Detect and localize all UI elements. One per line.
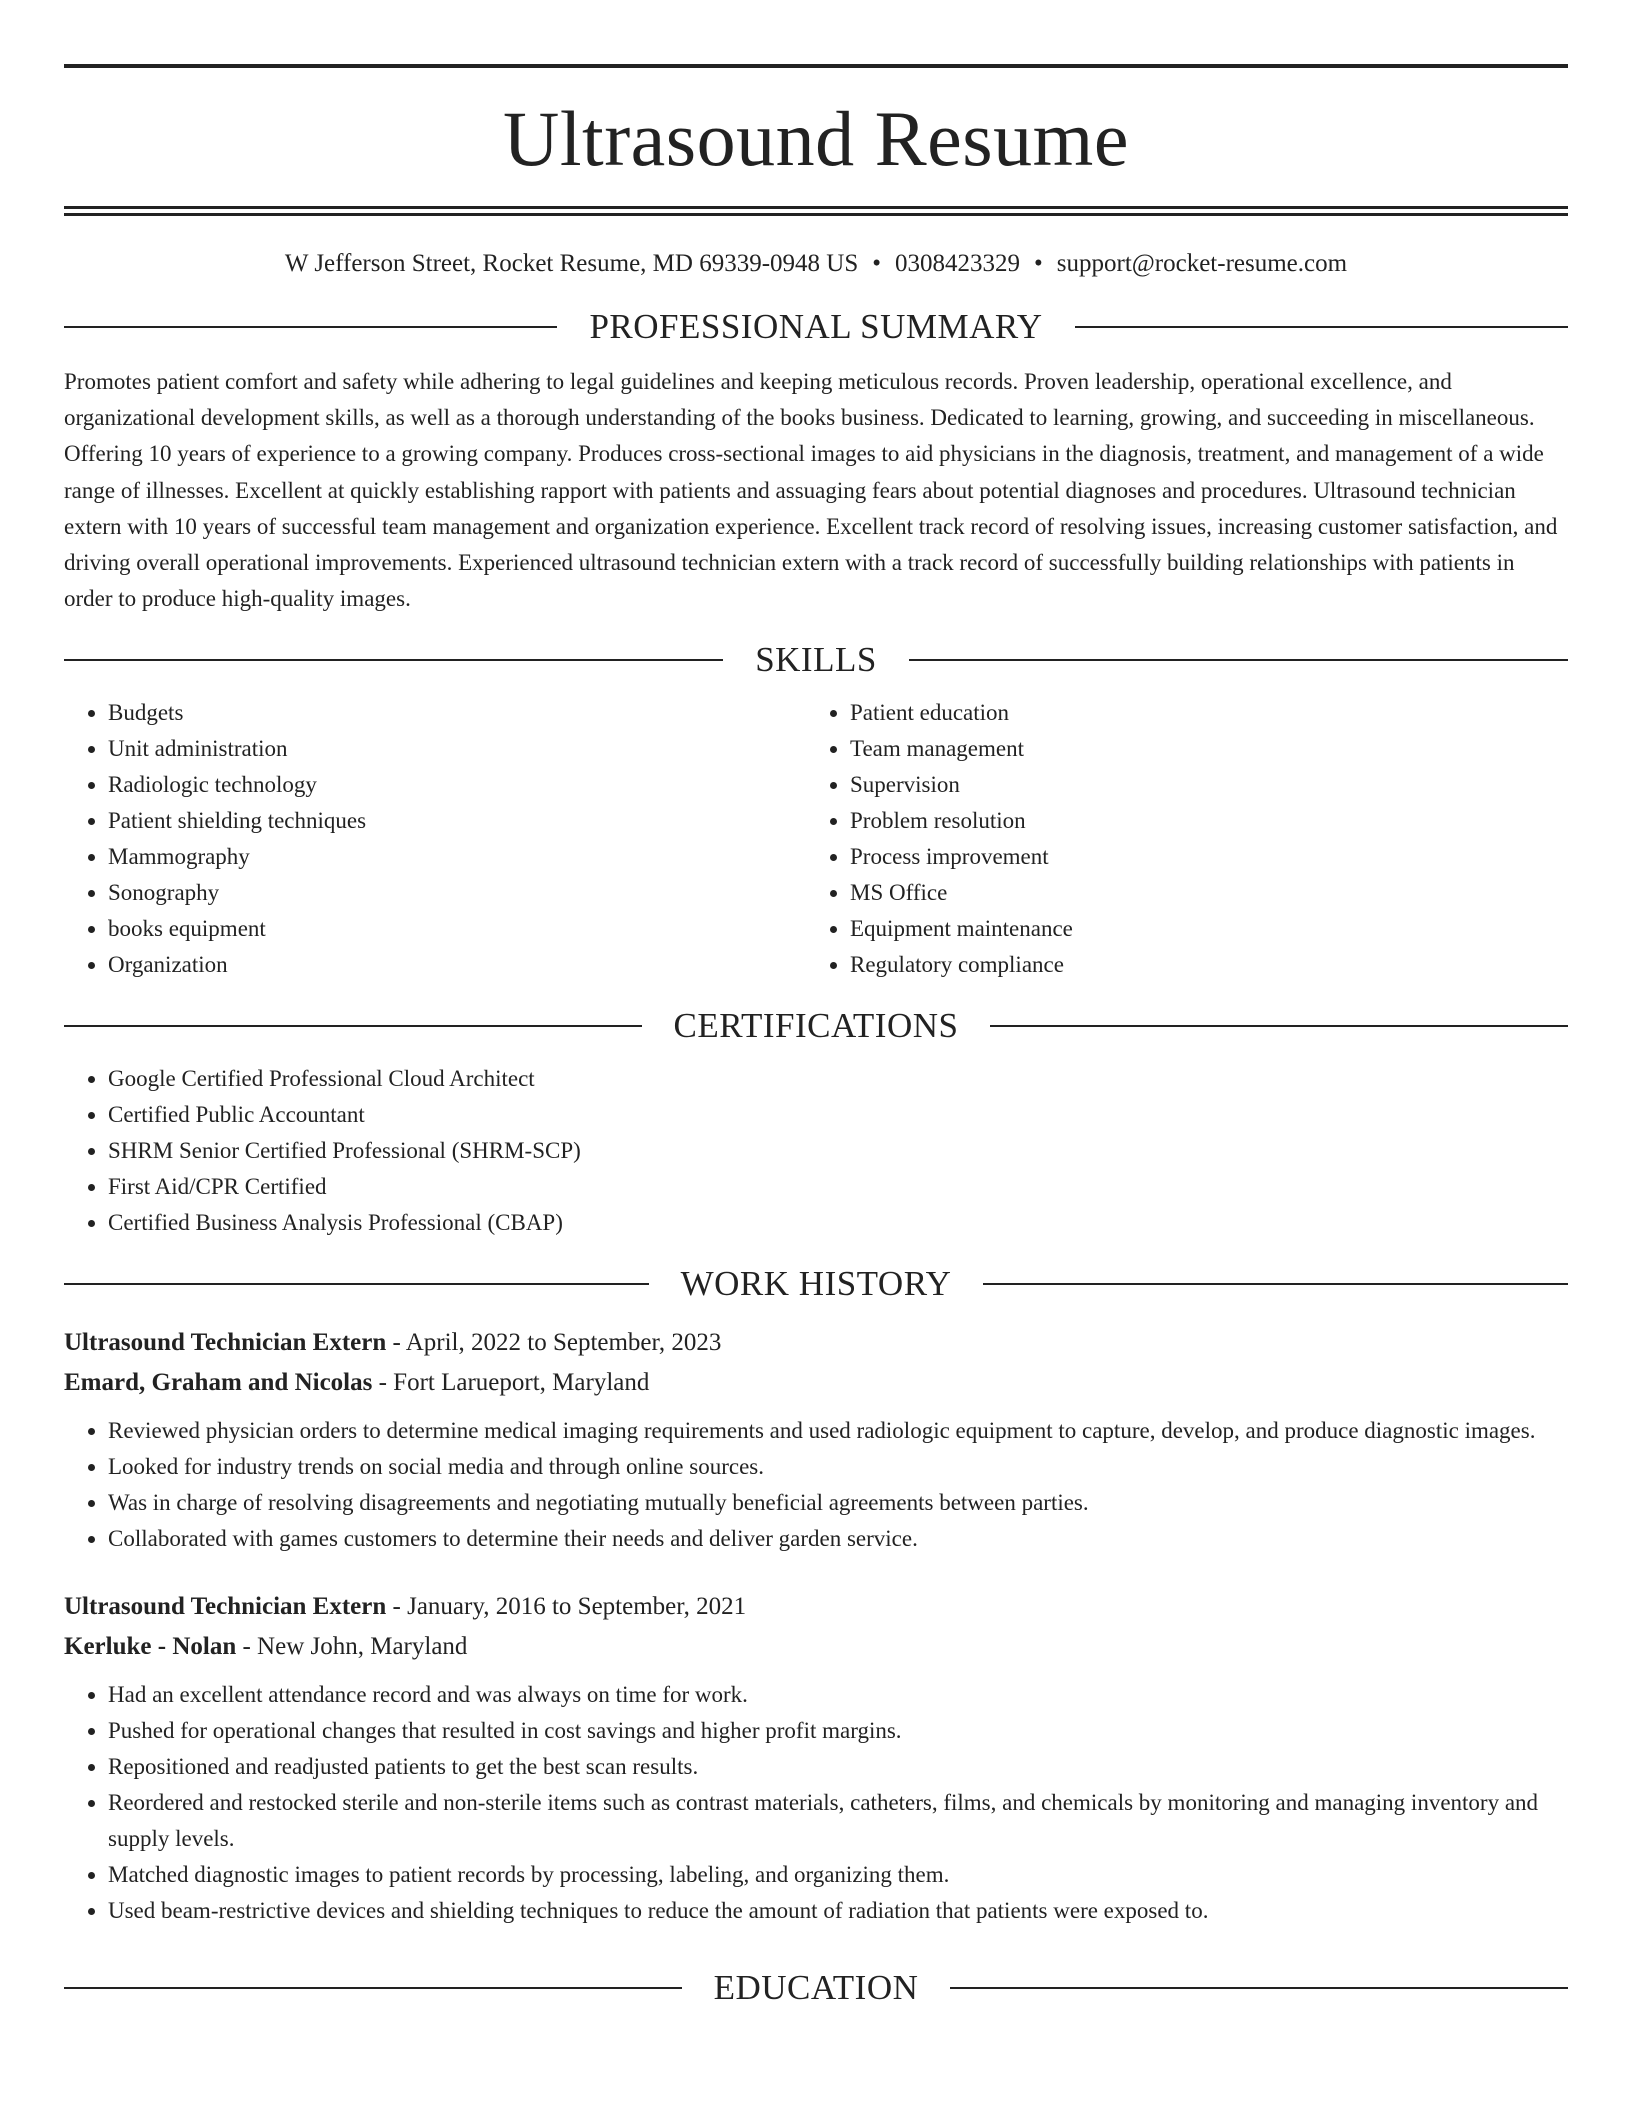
section-title: CERTIFICATIONS <box>673 1006 959 1046</box>
contact-phone: 0308423329 <box>895 250 1020 277</box>
list-item: • Pushed for operational changes that resulted in cost savings and higher profit margins. <box>108 1713 1568 1749</box>
list-item: • Certified Business Analysis Professional (CBAP) <box>108 1205 1568 1241</box>
section-title: EDUCATION <box>713 1968 919 2008</box>
list-item: • Team management <box>850 731 1548 767</box>
skills-list <box>64 695 1568 983</box>
list-item: • Unit administration <box>108 731 806 767</box>
section-heading-summary <box>64 302 1568 352</box>
list-item: • Repositioned and readjusted patients to get the best scan results. <box>108 1749 1568 1785</box>
skills-column-right <box>806 695 1548 983</box>
header <box>64 64 1568 284</box>
list-item: • Patient shielding techniques <box>108 803 806 839</box>
list-item: • SHRM Senior Certified Professional (SHRM-SCP) <box>108 1133 1568 1169</box>
list-item: • Problem resolution <box>850 803 1548 839</box>
list-item: • Radiologic technology <box>108 767 806 803</box>
list-item: • Reviewed physician orders to determine medical imaging requirements and used radiologic equipment to capture, develop, and produce diagnostic images. <box>108 1413 1568 1449</box>
section-heading-education <box>64 1963 1568 2013</box>
job-company: Kerluke - Nolan <box>64 1633 237 1661</box>
heading-rule-right <box>990 1025 1568 1027</box>
job-role: Ultrasound Technician Extern <box>64 1329 387 1357</box>
list-item: • Reordered and restocked sterile and non-sterile items such as contrast materials, catheters, films, and chemicals by monitoring and managing inventory and supply levels. <box>108 1785 1568 1857</box>
list-item: • Had an excellent attendance record and was always on time for work. <box>108 1677 1568 1713</box>
list-item: • Matched diagnostic images to patient records by processing, labeling, and organizing them. <box>108 1857 1568 1893</box>
list-item: • Google Certified Professional Cloud Architect <box>108 1061 1568 1097</box>
contact-address: W Jefferson Street, Rocket Resume, MD 69339-0948 US <box>284 250 859 277</box>
list-item: • Certified Public Accountant <box>108 1097 1568 1133</box>
job-dates: - April, 2022 to September, 2023 <box>386 1329 722 1357</box>
list-item: • Used beam-restrictive devices and shielding techniques to reduce the amount of radiation that patients were exposed to. <box>108 1893 1568 1929</box>
summary-text: Promotes patient comfort and safety while adhering to legal guidelines and keeping meticulous records. Proven leadership, operational excellence, and organizational development skills, as well as a thorough understanding of the books business. Dedicated to learning, growing, and succeeding in miscellaneous. Offering 10 years of experience to a growing company. Produces cross-sectional images to aid physicians in the diagnosis, treatment, and management of a wide range of illnesses. Excellent at quickly establishing rapport with patients and assuaging fears about potential diagnoses and procedures. Ultrasound technician extern with 10 years of successful team management and organization experience. Excellent track record of resolving issues, increasing customer satisfaction, and driving overall operational improvements. Experienced ultrasound technician extern with a track record of successfully building relationships with patients in order to produce high-quality images. <box>64 369 1558 612</box>
skills-column-left <box>64 695 806 983</box>
job-location: - New John, Maryland <box>236 1633 468 1661</box>
list-item: • Patient education <box>850 695 1548 731</box>
list-item: • Budgets <box>108 695 806 731</box>
job-bullets <box>64 1677 1568 1929</box>
contact-separator: • <box>1034 250 1043 277</box>
job-dates: - January, 2016 to September, 2021 <box>386 1593 747 1621</box>
list-item: • First Aid/CPR Certified <box>108 1169 1568 1205</box>
list-item: • Equipment maintenance <box>850 911 1548 947</box>
job-company-line <box>64 1627 1568 1667</box>
job-company: Emard, Graham and Nicolas <box>64 1369 373 1397</box>
heading-rule-right <box>983 1283 1568 1285</box>
section-title: WORK HISTORY <box>680 1264 952 1304</box>
heading-rule-left <box>64 1283 649 1285</box>
resume-title: Ultrasound Resume <box>503 95 1129 182</box>
top-rule <box>64 64 1568 68</box>
contact-separator: • <box>872 250 881 277</box>
list-item: • Regulatory compliance <box>850 947 1548 983</box>
job-role-line <box>64 1587 1568 1627</box>
job-entry <box>64 1587 1568 1929</box>
section-title: PROFESSIONAL SUMMARY <box>589 307 1043 346</box>
job-bullets <box>64 1413 1568 1557</box>
certifications-list <box>64 1061 1568 1241</box>
job-entry <box>64 1323 1568 1557</box>
heading-rule-left <box>64 1987 682 1989</box>
title-double-rule <box>64 206 1568 216</box>
heading-rule-right <box>1075 326 1568 328</box>
list-item: • Collaborated with games customers to determine their needs and deliver garden service. <box>108 1521 1568 1557</box>
heading-rule-right <box>950 1987 1568 1989</box>
list-item: • Sonography <box>108 875 806 911</box>
section-title: SKILLS <box>755 640 877 680</box>
job-company-line <box>64 1363 1568 1403</box>
list-item: • books equipment <box>108 911 806 947</box>
job-location: - Fort Larueport, Maryland <box>372 1369 650 1397</box>
heading-rule-right <box>909 659 1568 661</box>
section-heading-certifications <box>64 1001 1568 1051</box>
heading-rule-left <box>64 1025 642 1027</box>
heading-rule-left <box>64 659 723 661</box>
contact-email: support@rocket-resume.com <box>1056 250 1348 277</box>
resume-page <box>64 0 1568 2013</box>
section-heading-work-history <box>64 1259 1568 1309</box>
list-item: • Process improvement <box>850 839 1548 875</box>
contact-line <box>64 244 1568 284</box>
list-item: • Supervision <box>850 767 1548 803</box>
job-role-line <box>64 1323 1568 1363</box>
heading-rule-left <box>64 326 557 328</box>
list-item: • Mammography <box>108 839 806 875</box>
list-item: • MS Office <box>850 875 1548 911</box>
list-item: • Looked for industry trends on social media and through online sources. <box>108 1449 1568 1485</box>
list-item: • Organization <box>108 947 806 983</box>
section-heading-skills <box>64 635 1568 685</box>
list-item: • Was in charge of resolving disagreements and negotiating mutually beneficial agreements between parties. <box>108 1485 1568 1521</box>
job-role: Ultrasound Technician Extern <box>64 1593 387 1621</box>
